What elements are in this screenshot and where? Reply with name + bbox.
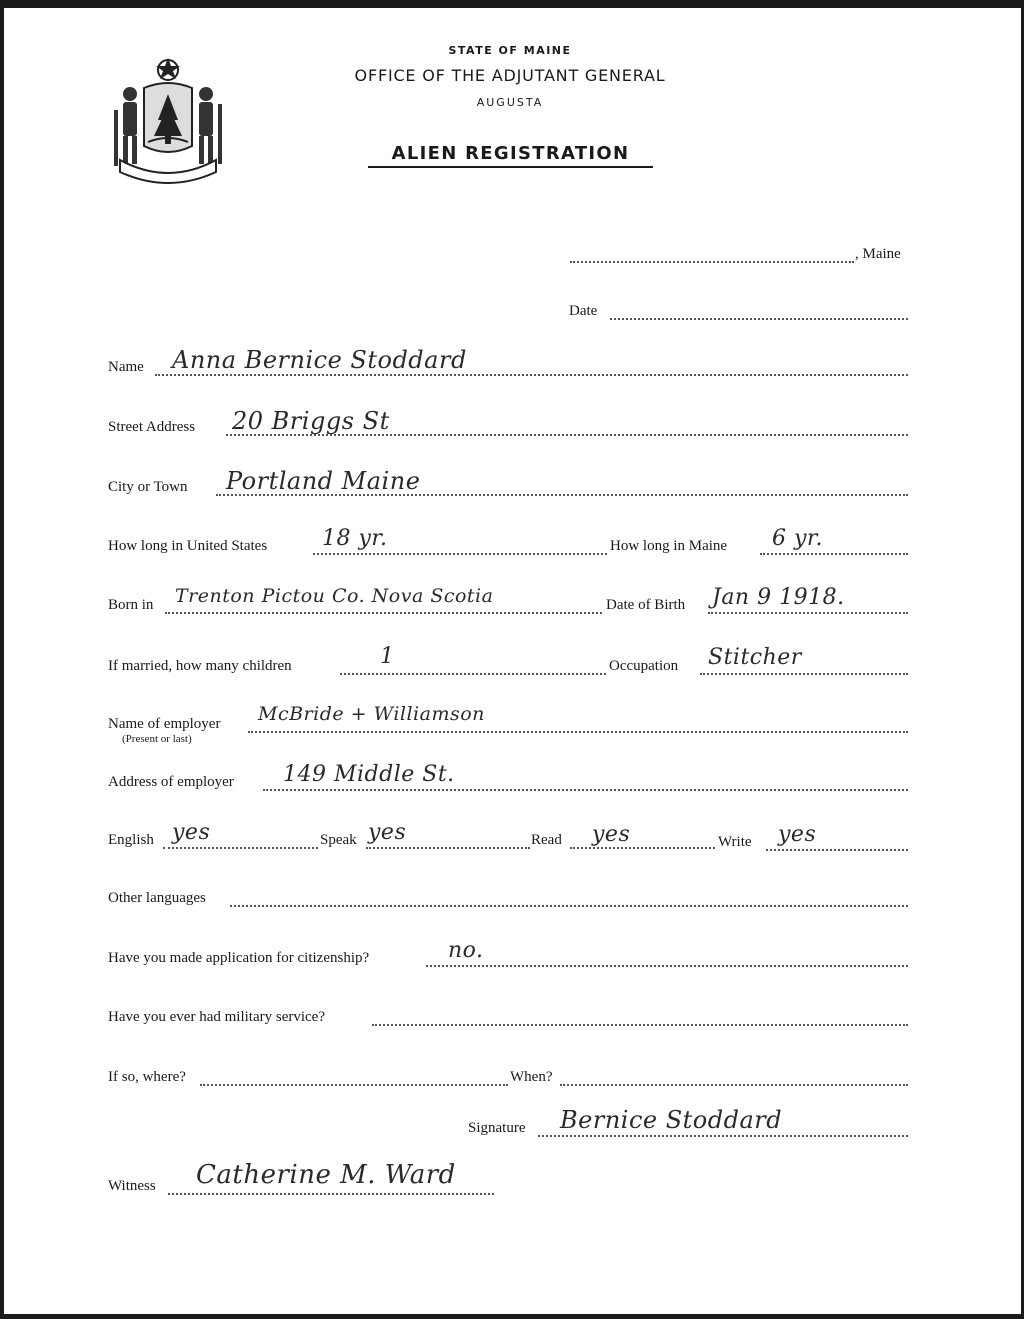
employer-addr-label: Address of employer — [108, 774, 234, 790]
occupation-label: Occupation — [609, 658, 679, 674]
write-line — [766, 849, 908, 851]
signature-value: Bernice Stoddard — [560, 1106, 783, 1134]
where-line — [200, 1084, 508, 1086]
dob-value: Jan 9 1918. — [712, 585, 845, 610]
english-value: yes — [172, 820, 211, 845]
write-value: yes — [778, 822, 817, 847]
occupation-value: Stitcher — [708, 645, 802, 670]
write-label: Write — [718, 834, 752, 850]
speak-label: Speak — [320, 832, 357, 848]
employer-addr-value: 149 Middle St. — [283, 762, 455, 787]
witness-label: Witness — [108, 1178, 156, 1194]
scan-edge-top — [0, 0, 1024, 8]
street-value: 20 Briggs St — [232, 407, 390, 435]
header-city: AUGUSTA — [476, 96, 544, 109]
place-line — [570, 261, 854, 263]
us-long-label: How long in United States — [108, 538, 268, 554]
us-long-value: 18 yr. — [322, 526, 388, 551]
english-label: English — [108, 832, 154, 848]
signature-label: Signature — [468, 1120, 526, 1136]
english-line — [163, 847, 318, 849]
children-line — [340, 673, 606, 675]
name-label: Name — [108, 359, 144, 375]
dob-label: Date of Birth — [606, 597, 686, 613]
citizenship-line — [426, 965, 908, 967]
date-label: Date — [569, 303, 598, 319]
children-label: If married, how many children — [108, 658, 292, 674]
employer-line — [248, 731, 908, 733]
when-line — [560, 1084, 908, 1086]
occupation-line — [700, 673, 908, 675]
when-label: When? — [510, 1069, 553, 1085]
city-value: Portland Maine — [226, 467, 421, 495]
where-label: If so, where? — [108, 1069, 186, 1085]
form-title: ALIEN REGISTRATION — [368, 143, 653, 168]
children-value: 1 — [380, 644, 395, 669]
dob-line — [708, 612, 908, 614]
me-long-value: 6 yr. — [772, 526, 824, 551]
citizenship-value: no. — [448, 938, 484, 963]
speak-line — [366, 847, 530, 849]
other-languages-line — [230, 905, 908, 907]
born-value: Trenton Pictou Co. Nova Scotia — [175, 585, 494, 607]
name-line — [155, 374, 908, 376]
scan-edge-bottom — [0, 1314, 1024, 1319]
date-line — [610, 318, 908, 320]
header-office: OFFICE OF THE ADJUTANT GENERAL — [354, 66, 666, 85]
speak-value: yes — [368, 820, 407, 845]
military-label: Have you ever had military service? — [108, 1009, 325, 1025]
employer-value: McBride + Williamson — [258, 703, 485, 725]
read-label: Read — [531, 832, 562, 848]
city-label: City or Town — [108, 479, 188, 495]
employer-addr-line — [263, 789, 908, 791]
witness-value: Catherine M. Ward — [196, 1160, 456, 1190]
citizenship-label: Have you made application for citizenship? — [108, 950, 370, 966]
employer-label: Name of employer — [108, 716, 221, 732]
witness-line — [168, 1193, 494, 1195]
header-state: STATE OF MAINE — [448, 44, 572, 57]
other-languages-label: Other languages — [108, 890, 206, 906]
signature-line — [538, 1135, 908, 1137]
born-label: Born in — [108, 597, 154, 613]
me-long-label: How long in Maine — [610, 538, 728, 554]
us-long-line — [313, 553, 607, 555]
street-label: Street Address — [108, 419, 196, 435]
born-line — [165, 612, 602, 614]
read-line — [570, 847, 715, 849]
employer-note: (Present or last) — [122, 733, 192, 745]
scan-edge-left — [0, 0, 4, 1319]
military-line — [372, 1024, 908, 1026]
name-value: Anna Bernice Stoddard — [172, 346, 467, 374]
me-long-line — [760, 553, 908, 555]
maine-state-seal-icon — [108, 54, 228, 186]
read-value: yes — [592, 822, 631, 847]
maine-label: , Maine — [855, 246, 901, 262]
